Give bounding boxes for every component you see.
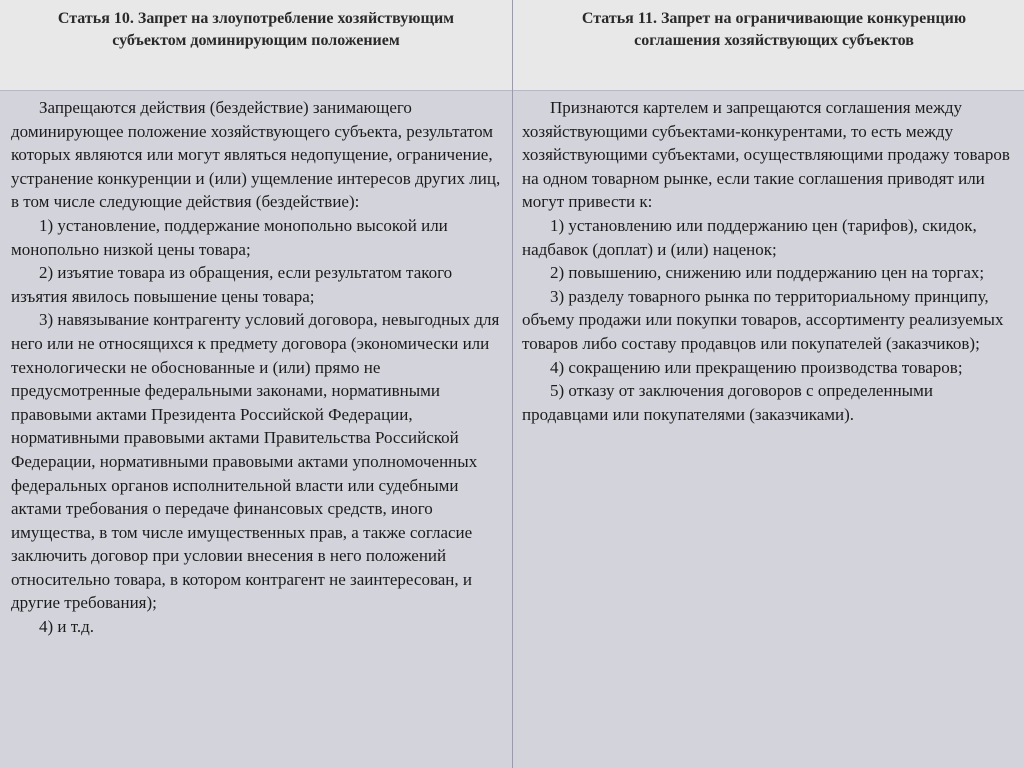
- column-divider: [512, 0, 513, 768]
- article-10-item-2: 2) изъятие товара из обращения, если результатом такого изъятия явилось повышение цены товара;: [11, 263, 453, 306]
- article-10-text-cell: [0, 91, 512, 768]
- article-10-title: Статья 10. Запрет на злоупотребление хозяйствующим субъектом доминирующим положением: [57, 10, 455, 49]
- article-11-title: Статья 11. Запрет на ограничивающие конкуренцию соглашения хозяйствующих субъектов: [581, 10, 967, 49]
- article-11-text-cell: [513, 91, 1024, 768]
- article-11-item-4: 4) сокращению или прекращению производства товаров;: [550, 357, 963, 377]
- article-10-item-3: 3) навязывание контрагенту условий договора, невыгодных для него или не относящихся к предмету договора (экономически или технологически не обоснованные и (или) прямо не предусмотренные федеральными законами, нормативными правовыми актами Президента Российской Федерации, нормативными правовыми актами Правительства Российской Федерации, нормативными правовыми актами уполномоченных федеральных органов исполнительной власти или судебными актами требования о передаче финансовых средств, иного имущества, в том числе имущественных прав, а также согласие заключить договор при условии внесения в него положений относительно товара, в котором контрагент не заинтересован, и другие требования);: [11, 310, 500, 613]
- article-11-item-1: 1) установлению или поддержанию цен (тарифов), скидок, надбавок (доплат) и (или) наценок;: [522, 215, 977, 259]
- article-11-item-5: 5) отказу от заключения договоров с определенными продавцами или покупателями (заказчиками).: [522, 381, 933, 424]
- article-10-item-4: 4) и т.д.: [39, 617, 95, 637]
- article-11-intro: Признаются картелем и запрещаются соглашения между хозяйствующими субъектами-конкурентами, то есть между хозяйствующими субъектами, осуществляющими продажу товаров на одном товарном рынке, если такие соглашения приводят или могут привести к:: [522, 98, 1010, 212]
- article-11-item-3: 3) разделу товарного рынка по территориальному принципу, объему продажи или покупки товаров, ассортименту реализуемых товаров либо составу продавцов или покупателей (заказчиков);: [522, 286, 1004, 353]
- article-10-item-1: 1) установление, поддержание монопольно высокой или монопольно низкой цены товара;: [11, 215, 448, 259]
- article-10-intro: Запрещаются действия (бездействие) занимающего доминирующее положение хозяйствующего субъекта, результатом которых являются или могут являться недопущение, ограничение, устранение конкуренции и (или) ущемление интересов других лиц, в том числе следующие действия (бездействие):: [11, 98, 501, 212]
- article-11-item-2: 2) повышению, снижению или поддержанию цен на торгах;: [550, 263, 985, 283]
